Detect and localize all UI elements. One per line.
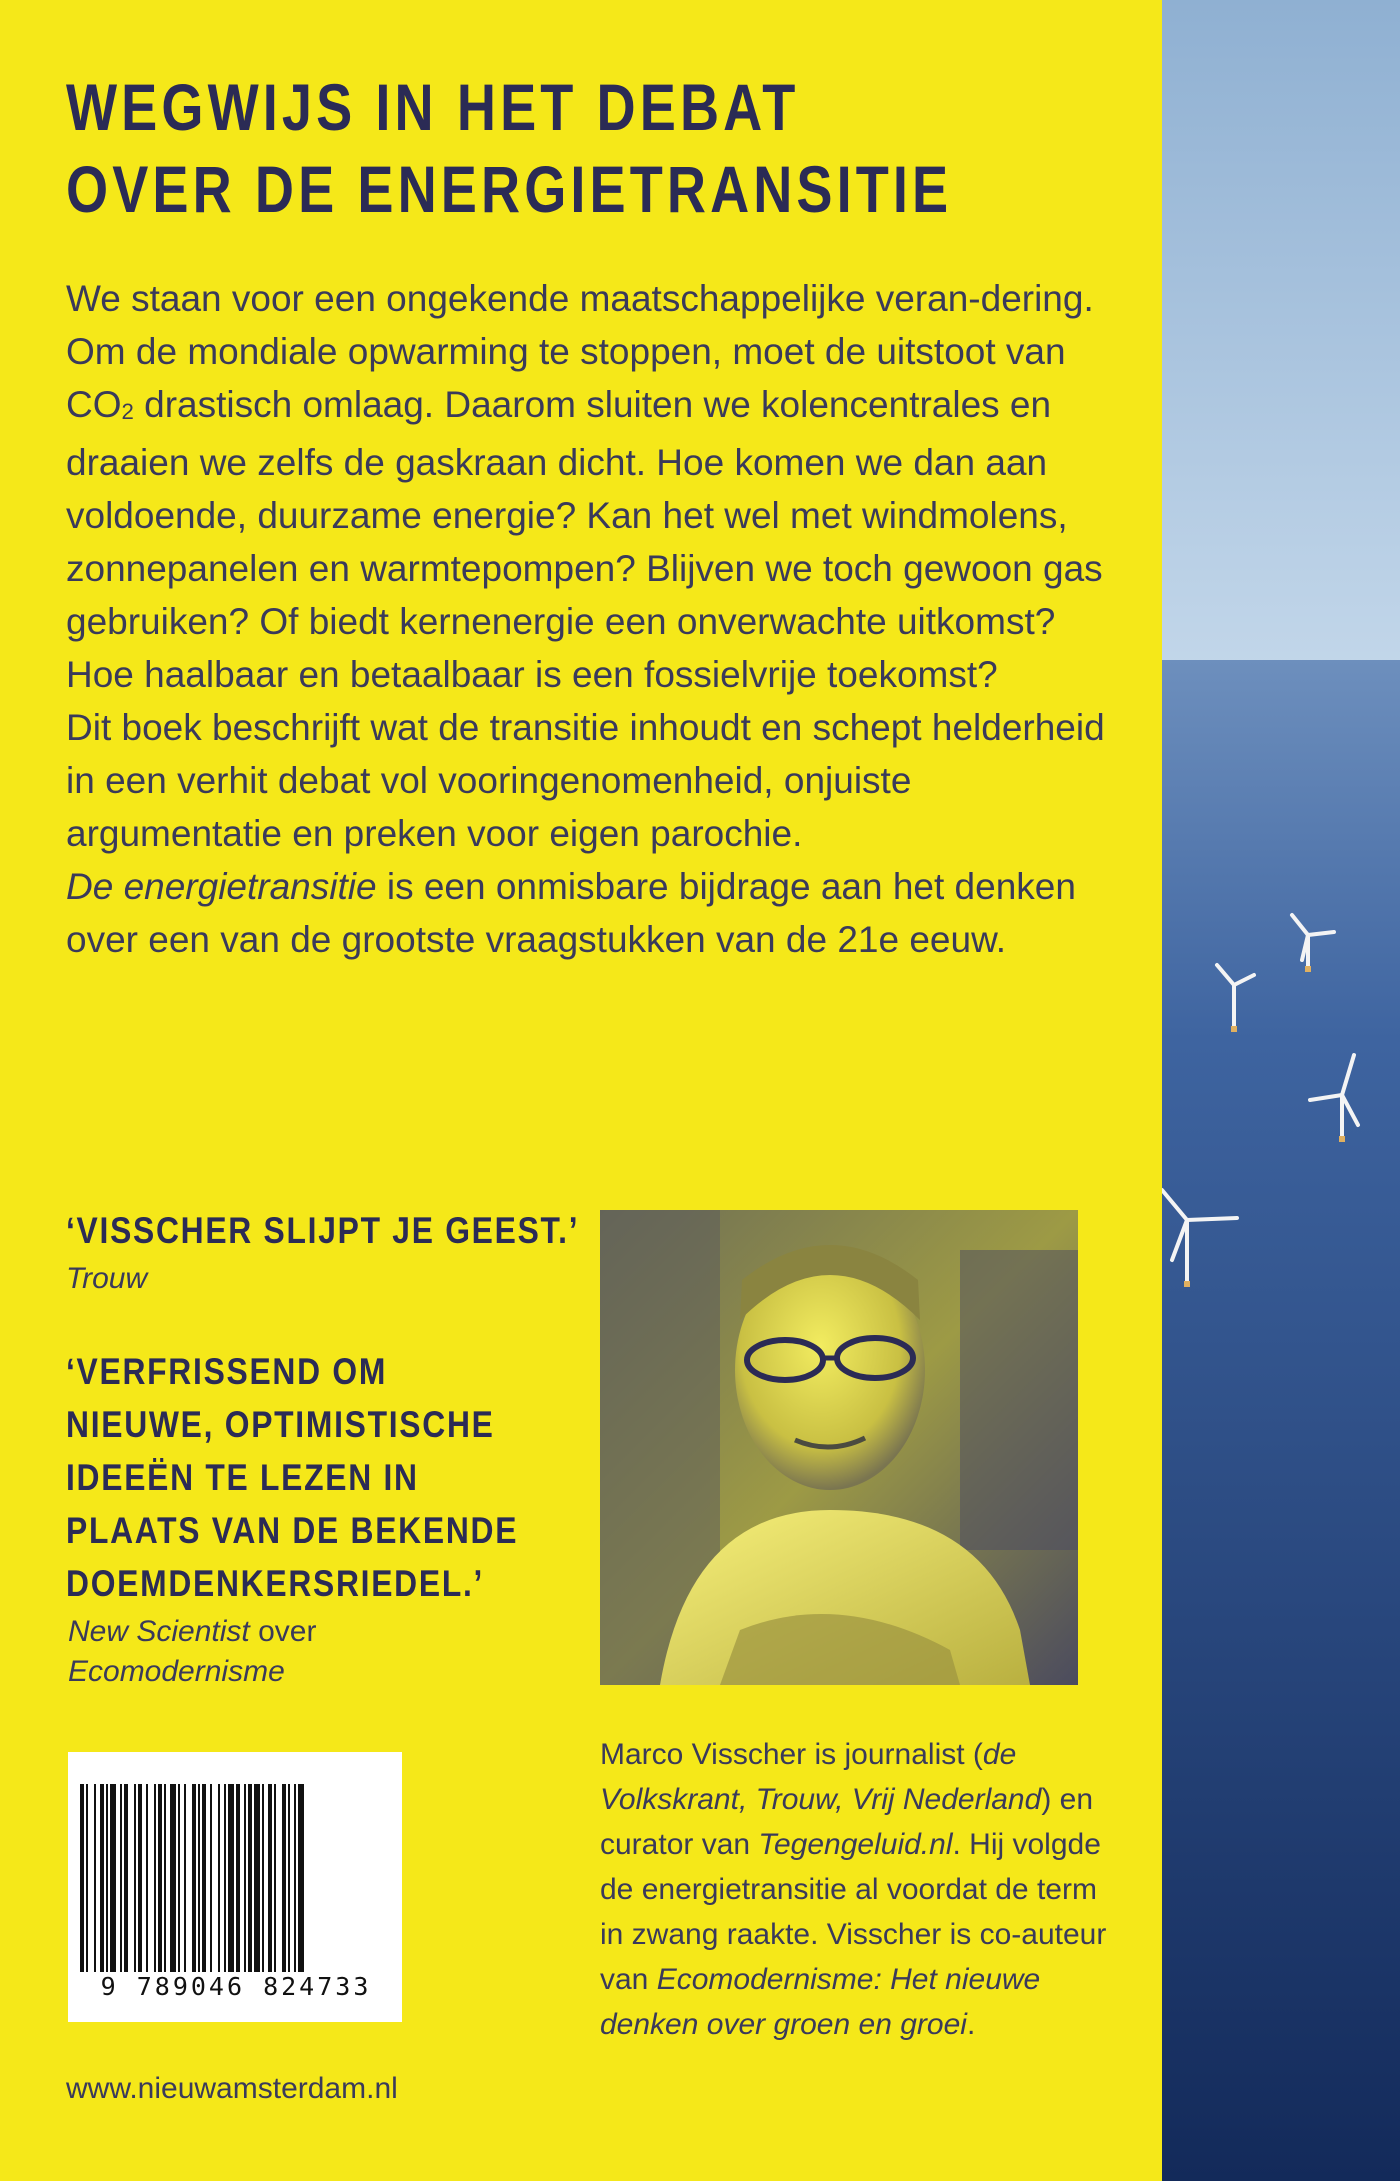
barcode-bar — [110, 1784, 116, 1972]
barcode-bar — [94, 1784, 96, 1972]
quote-line: DOEMDENKERSRIEDEL.’ — [66, 1563, 485, 1604]
source-connector: over — [249, 1615, 317, 1648]
barcode-bar — [218, 1784, 220, 1972]
barcode-bars — [80, 1784, 390, 1972]
blurb-text: drastisch omlaag. Daarom sluiten we kolencentrales en draaien we zelfs de gaskraan dicht. Hoe komen we dan aan voldoende, duurzame energie? Kan het wel met windmolens, zonnepanelen en warmtepompen? Blijven we toch gewoon gas gebruiken? Of biedt kernenergie een onverwachte uitkomst? Hoe haalbaar en betaalbaar is een fossielvrije toekomst? — [66, 384, 1103, 695]
isbn-digits: 9 789046 824733 — [100, 1972, 372, 2001]
blurb-text: is een onmisbare bijdrage aan het denken over een van de grootste vraagstukken van de 21e eeuw. — [66, 866, 1076, 960]
blurb-paragraph-1 — [66, 272, 1116, 701]
barcode-bar — [106, 1784, 108, 1972]
quote-line: PLAATS VAN DE BEKENDE — [66, 1510, 519, 1551]
barcode-bar — [170, 1784, 176, 1972]
blurb-text: We staan voor een ongekende maatschappelijke veran-dering. Om de mondiale opwarming te stoppen, moet de uitstoot van CO — [66, 278, 1094, 425]
barcode-bar — [184, 1784, 186, 1972]
bio-text: . — [966, 2008, 976, 2041]
quote-line: NIEUWE, OPTIMISTISCHE — [66, 1404, 495, 1445]
barcode-bar — [134, 1784, 136, 1972]
barcode-bar — [236, 1784, 240, 1972]
blurb — [66, 272, 1116, 966]
barcode-bar — [164, 1784, 166, 1972]
blurb-paragraph-2: Dit boek beschrijft wat de transitie inhoudt en schept helderheid in een verhit debat vol vooringenomenheid, onjuiste argumentatie en preken voor eigen parochie. — [66, 707, 1105, 854]
barcode-bar — [224, 1784, 226, 1972]
source-book: Ecomodernisme — [68, 1655, 285, 1688]
bio-website: Tegengeluid.nl — [758, 1828, 953, 1861]
barcode-bar — [228, 1784, 234, 1972]
barcode-bar — [268, 1784, 272, 1972]
barcode-bar — [178, 1784, 180, 1972]
barcode-bar — [210, 1784, 212, 1972]
bio-book-title: Ecomodernisme: Het nieuwe denken over groen en groei — [600, 1963, 1041, 2041]
barcode-bar — [146, 1784, 148, 1972]
barcode-bar — [100, 1784, 104, 1972]
barcode-bar — [288, 1784, 290, 1972]
barcode-bar — [86, 1784, 88, 1972]
author-bio — [600, 1732, 1120, 2047]
blurb-paragraph-3 — [66, 860, 1116, 966]
review-quote-1: ‘VISSCHER SLIJPT JE GEEST.’ — [66, 1210, 580, 1251]
author-portrait-image — [600, 1210, 1078, 1685]
book-title-italic: De energietransitie — [66, 866, 377, 907]
review-source-2 — [68, 1612, 316, 1692]
barcode-bar — [80, 1784, 84, 1972]
barcode-bar — [192, 1784, 196, 1972]
barcode-bar — [154, 1784, 156, 1972]
barcode-bar — [202, 1784, 206, 1972]
bio-publications: de Volkskrant, Trouw, Vrij Nederland — [600, 1738, 1042, 1816]
barcode-bar — [274, 1784, 276, 1972]
source-publication: New Scientist — [68, 1615, 250, 1648]
barcode-bar — [294, 1784, 296, 1972]
barcode-bar — [262, 1784, 264, 1972]
barcode-bar — [298, 1784, 304, 1972]
barcode-bar — [244, 1784, 246, 1972]
bio-text: . Hij volgde de energietransitie al voordat de term in zwang raakte. Visscher is co-auteur van — [600, 1828, 1107, 1996]
wind-turbines-image — [1162, 0, 1400, 2181]
author-photo — [600, 1210, 1078, 1685]
barcode-bar — [198, 1784, 200, 1972]
barcode-bar — [248, 1784, 252, 1972]
cover-photo-sea — [1162, 0, 1400, 2181]
bio-text: Marco Visscher is journalist ( — [600, 1738, 983, 1771]
title-line-1: WEGWIJS IN HET DEBAT — [66, 70, 800, 144]
isbn-barcode — [68, 1752, 402, 2022]
title-line-2: OVER DE ENERGIETRANSITIE — [66, 152, 953, 226]
quote-line: ‘VERFRISSEND OM — [66, 1351, 388, 1392]
quote-line: IDEEËN TE LEZEN IN — [66, 1457, 419, 1498]
barcode-bar — [254, 1784, 260, 1972]
review-quote-2 — [66, 1345, 518, 1610]
barcode-bar — [120, 1784, 122, 1972]
barcode-bar — [282, 1784, 286, 1972]
barcode-bar — [138, 1784, 142, 1972]
barcode-bar — [158, 1784, 162, 1972]
publisher-website: www.nieuwamsterdam.nl — [66, 2072, 398, 2105]
barcode-bar — [124, 1784, 128, 1972]
bio-text: ) en curator van — [600, 1783, 1094, 1861]
co2-subscript: 2 — [121, 399, 134, 425]
review-source-1: Trouw — [66, 1262, 148, 1295]
cover-title — [66, 66, 953, 230]
